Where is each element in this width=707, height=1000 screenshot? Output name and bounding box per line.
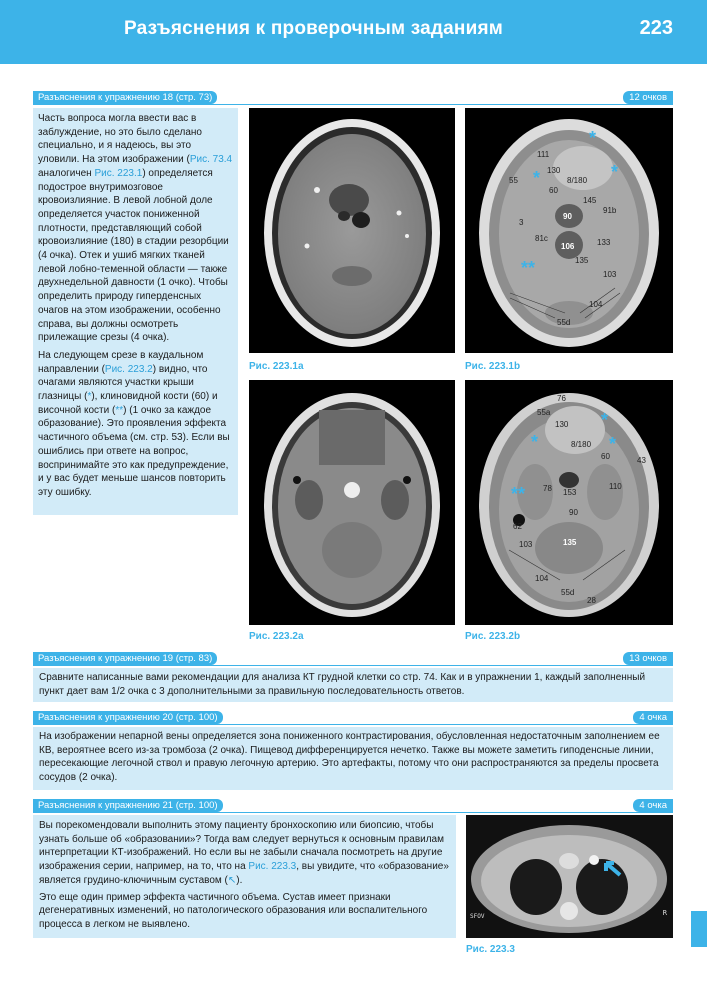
diagram-2b-label: 55d — [561, 588, 575, 597]
diagram-2b-label: 60 — [601, 452, 610, 461]
star-symbol: * — [87, 391, 92, 403]
ref-fig-223-3[interactable]: Рис. 223.3 — [248, 861, 297, 873]
diagram-1b-label: 104 — [589, 300, 603, 309]
diagram-2b-label: 55a — [537, 408, 551, 417]
star-marker: * — [531, 432, 539, 452]
star-marker: * — [611, 162, 619, 182]
diagram-2b-label: 76 — [557, 394, 566, 403]
ex21-text-box — [33, 815, 456, 938]
ct-scan-2a — [249, 380, 455, 625]
diagram-1b-label: 103 — [603, 270, 617, 279]
diagram-1b-label: 145 — [583, 196, 597, 205]
diagram-1b-label: 60 — [549, 186, 558, 195]
diagram-2b-label: 110 — [609, 482, 622, 491]
arrow-symbol-icon: ↖ — [227, 874, 237, 886]
ref-fig-223-1[interactable]: Рис. 223.1 — [94, 167, 143, 179]
star-marker: * — [601, 410, 609, 430]
fig-caption-3: Рис. 223.3 — [466, 944, 515, 955]
diagram-1b-label: 106 — [561, 242, 575, 251]
ex18-paragraph-2: На следующем срезе в каудальном направлении (Рис. 223.2) видно, что очагами являются участки крыши глазницы (*), клиновидной кости (60) и височной кости (**) (1 очко за каждое образование). Это проявления эффекта частичного объема (см. стр. 53). Если вы ошиблись при ответе на вопрос, воспринимайте это как предупреждение, и у вас будет меньше шансов повторить эту ошибку. — [38, 349, 230, 498]
page-number: 223 — [639, 17, 673, 39]
diagram-1b-label: 55 — [509, 176, 518, 185]
ex18-paragraph-1: Часть вопроса могла ввести вас в заблуждение, но это было сделано специально, и я надеюсь, вы это уловили. На этом изображении (Рис. 73.4 аналогичен Рис. 223.1) определяется подострое внутримозговое кровоизлияние. В левой лобной доле определяется участок пониженной плотности, представляющий собой кровоизлияние (180) в стадии резорбции (4 очка). Отек и ушиб мягких тканей левой лобно-теменной области — также двухнедельной давности (1 очко). Чтобы определить природу гиперденсных очагов на этом изображении, особенно справа, вы должны осмотреть прилежащие срезы (4 очка). — [38, 113, 233, 344]
ex19-text-box — [33, 668, 673, 702]
diagram-1b-label: 135 — [575, 256, 589, 265]
ex19-points: 13 очков — [623, 652, 673, 665]
ex20-label: Разъяснения к упражнению 20 (стр. 100) — [33, 711, 223, 724]
fig-caption-2b: Рис. 223.2b — [465, 631, 521, 642]
ct-diagram-2b — [465, 380, 673, 625]
ex18-points: 12 очков — [623, 91, 673, 104]
ex21-paragraph-2: Это еще один пример эффекта частичного объема. Сустав имеет признаки дегенеративных изменений, но патологического образования или воспалительного процесса в легком не выявлено. — [39, 891, 428, 930]
diagram-2b-label: 78 — [543, 484, 552, 493]
ex20-points: 4 очка — [633, 711, 673, 724]
double-star-symbol: ** — [115, 404, 124, 416]
star-marker: * — [609, 434, 617, 454]
scan-overlay-text: R — [662, 909, 667, 917]
star-marker: * — [589, 128, 597, 148]
ex19-header-bar — [33, 652, 673, 666]
diagram-2b-label: 62 — [513, 522, 522, 531]
diagram-2b-label: 43 — [637, 456, 646, 465]
ct-scan-3 — [466, 815, 673, 938]
diagram-1b-label: 55d — [557, 318, 571, 327]
ref-fig-73-4[interactable]: Рис. 73.4 — [189, 154, 233, 166]
ex21-points: 4 очка — [633, 799, 673, 812]
diagram-2b-label: 8/180 — [571, 440, 592, 449]
diagram-2b-label: 28 — [587, 596, 596, 605]
diagram-1b-label: 90 — [563, 212, 572, 221]
diagram-2b-label: 130 — [555, 420, 569, 429]
page-header — [0, 0, 707, 64]
ex21-paragraph-1: Вы порекомендовали выполнить этому пациенту бронхоскопию или биопсию, чтобы узнать больше об «образовании»? Тогда вам следует вернуться к основным правилам интерпретации КТ-изображений. Но если вы не забыли сначала посмотреть на другие изображения серии, например, на то, что на Рис. 223.3, вы увидите, что «образование» является грудино-ключичным суставом (↖). — [39, 820, 449, 886]
diagram-2b-label: 135 — [563, 538, 577, 547]
ref-fig-223-2[interactable]: Рис. 223.2 — [104, 363, 153, 375]
fig-caption-1a: Рис. 223.1a — [249, 361, 304, 372]
double-star-marker: ** — [511, 484, 526, 504]
ct-diagram-1b — [465, 108, 673, 353]
ex19-label: Разъяснения к упражнению 19 (стр. 83) — [33, 652, 217, 665]
diagram-1b-label: 8/180 — [567, 176, 588, 185]
diagram-2b-label: 103 — [519, 540, 533, 549]
page-edge-tab — [691, 911, 707, 947]
ex21-header-bar — [33, 799, 673, 813]
diagram-2b-label: 153 — [563, 488, 577, 497]
fig-caption-1b: Рис. 223.1b — [465, 361, 521, 372]
scan-overlay-text: SFOV — [470, 913, 485, 920]
diagram-1b-label: 130 — [547, 166, 561, 175]
diagram-2b-label: 104 — [535, 574, 549, 583]
fig-caption-2a: Рис. 223.2a — [249, 631, 304, 642]
star-marker: * — [533, 168, 541, 188]
ex20-header-bar — [33, 711, 673, 725]
ex18-text-box — [33, 108, 238, 515]
diagram-1b-label: 133 — [597, 238, 611, 247]
diagram-1b-label: 3 — [519, 218, 524, 227]
ex20-text-box — [33, 727, 673, 790]
double-star-marker: ** — [521, 258, 536, 278]
page-title: Разъяснения к проверочным заданиям — [123, 18, 504, 39]
ex18-label: Разъяснения к упражнению 18 (стр. 73) — [33, 91, 217, 104]
diagram-2b-label: 90 — [569, 508, 578, 517]
ex20-text: На изображении непарной вены определяется зона пониженного контрастирования, обусловленная недостаточным заполнением ее КВ, вероятнее всего из-за тромбоза (2 очка). Пищевод дифференцируется нечетко. Также вы можете заметить гиподенсные линии, пересекающие легочной ствол и правую легочную артерию. Это артефакты, потому что они распространяются за пределы просвета сосудов (2 очка). — [39, 731, 660, 784]
diagram-1b-label: 111 — [537, 150, 550, 159]
ex18-header-bar — [33, 91, 673, 105]
diagram-1b-label: 81c — [535, 234, 548, 243]
ex21-label: Разъяснения к упражнению 21 (стр. 100) — [33, 799, 223, 812]
ct-scan-1a — [249, 108, 455, 353]
diagram-1b-label: 91b — [603, 206, 617, 215]
ex19-text: Сравните написанные вами рекомендации для анализа КТ грудной клетки со стр. 74. Как и в упражнении 1, каждый заполненный пункт дает вам 1/2 очка с 3 дополнительными за правильную последовательность ответов. — [39, 672, 646, 697]
